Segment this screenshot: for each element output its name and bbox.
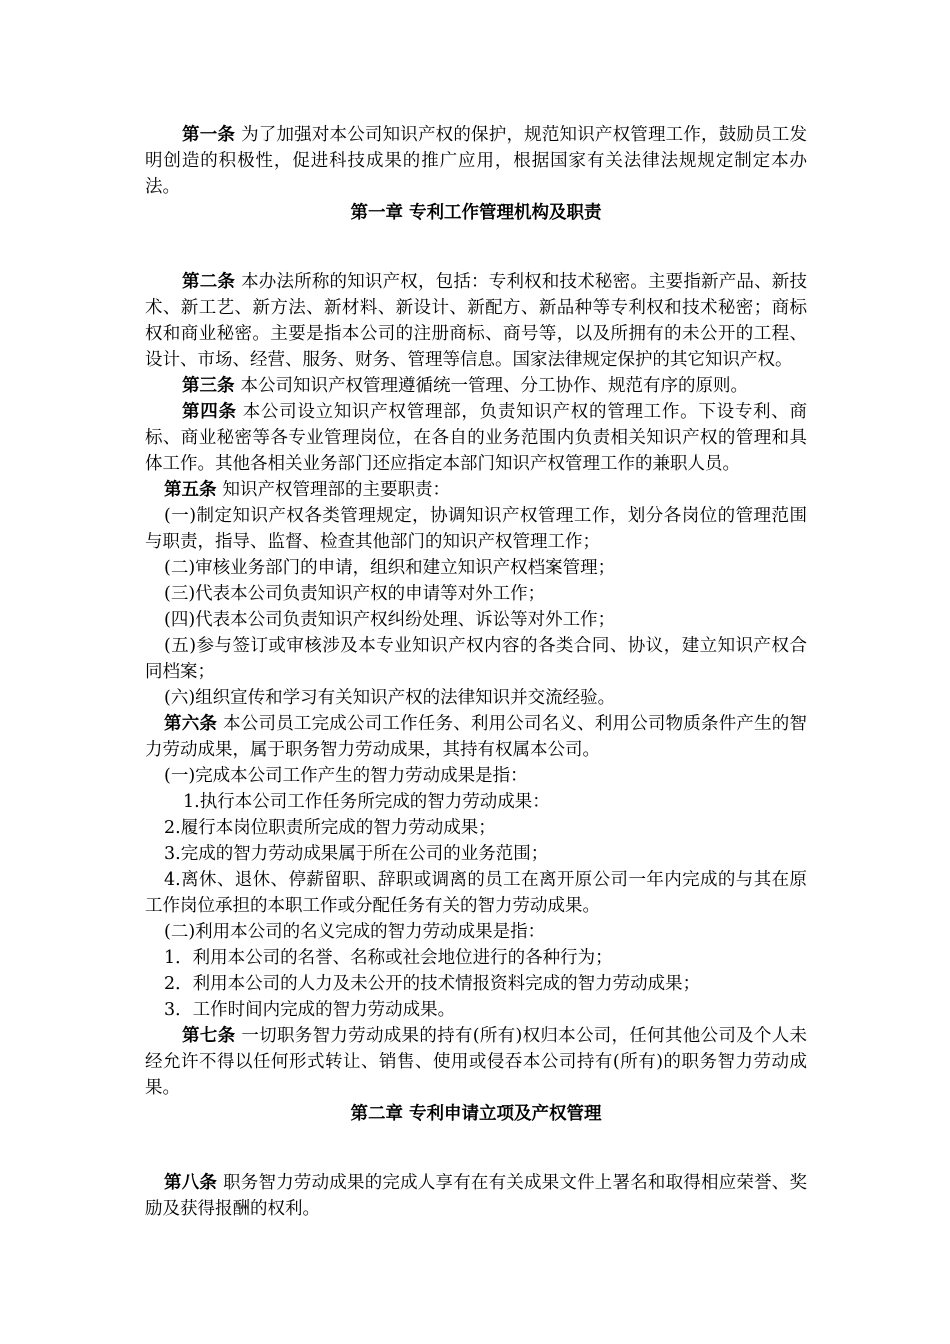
list-item: (五)参与签订或审核涉及本专业知识产权内容的各类合同、协议，建立知识产权合同档案； (145, 636, 807, 682)
article-label: 第七条 (182, 1026, 236, 1046)
article-text: 本公司知识产权管理遵循统一管理、分工协作、规范有序的原则。 (240, 376, 748, 396)
article-text: 本公司员工完成公司工作任务、利用公司名义、利用公司物质条件产生的智力劳动成果，属于职务智力劳动成果，其持有权属本公司。 (145, 714, 808, 760)
article-label: 第三条 (182, 376, 235, 396)
list-item: 3．工作时间内完成的智力劳动成果。 (164, 1000, 456, 1020)
document-page (145, 122, 807, 1222)
list-item: (六)组织宣传和学习有关知识产权的法律知识并交流经验。 (164, 688, 616, 708)
list-item: (二)审核业务部门的申请，组织和建立知识产权档案管理； (164, 558, 616, 578)
list-item: (一)制定知识产权各类管理规定，协调知识产权管理工作，划分各岗位的管理范围与职责，指导、监督、检查其他部门的知识产权管理工作； (145, 506, 807, 552)
chapter-heading-1: 第一章 专利工作管理机构及职责 (350, 203, 602, 223)
article-text: 一切职务智力劳动成果的持有(所有)权归本公司，任何其他公司及个人未经允许不得以任何形式转让、销售、使用或侵吞本公司持有(所有)的职务智力劳动成果。 (145, 1026, 808, 1098)
chapter-heading-2: 第二章 专利申请立项及产权管理 (350, 1104, 602, 1124)
article-text: 本公司设立知识产权管理部，负责知识产权的管理工作。下设专利、商标、商业秘密等各专业管理岗位，在各自的业务范围内负责相关知识产权的管理和具体工作。其他各相关业务部门还应指定本部门知识产权管理工作的兼职人员。 (145, 402, 808, 474)
article-label: 第四条 (182, 402, 237, 422)
article-1 (145, 122, 807, 200)
article-label: 第八条 (164, 1173, 218, 1193)
article-label: 第五条 (164, 480, 217, 500)
article-5 (145, 477, 807, 503)
article-8 (145, 1170, 807, 1222)
article-text: 为了加强对本公司知识产权的保护，规范知识产权管理工作，鼓励员工发明创造的积极性，促进科技成果的推广应用，根据国家有关法律法规规定制定本办法。 (145, 125, 808, 197)
list-item: (三)代表本公司负责知识产权的申请等对外工作； (164, 584, 546, 604)
list-item: 2.履行本岗位职责所完成的智力劳动成果； (164, 818, 496, 838)
list-item: 1．利用本公司的名誉、名称或社会地位进行的各种行为； (164, 948, 613, 968)
list-item: 1.执行本公司工作任务所完成的智力劳动成果： (183, 792, 550, 812)
sub-heading: (二)利用本公司的名义完成的智力劳动成果是指： (164, 922, 546, 942)
list-item: (四)代表本公司负责知识产权纠纷处理、诉讼等对外工作； (164, 610, 616, 630)
article-4 (145, 399, 807, 477)
article-3 (145, 373, 807, 399)
article-label: 第二条 (182, 272, 236, 292)
article-label: 第一条 (182, 125, 236, 145)
article-6 (145, 711, 807, 763)
article-text: 职务智力劳动成果的完成人享有在有关成果文件上署名和取得相应荣誉、奖励及获得报酬的权利。 (145, 1173, 808, 1219)
article-7 (145, 1023, 807, 1101)
sub-heading: (一)完成本公司工作产生的智力劳动成果是指： (164, 766, 528, 786)
list-item: 4.离休、退休、停薪留职、辞职或调离的员工在离开原公司一年内完成的与其在原工作岗位承担的本职工作或分配任务有关的智力劳动成果。 (145, 870, 807, 916)
list-item: 2．利用本公司的人力及未公开的技术情报资料完成的智力劳动成果； (164, 974, 701, 994)
article-label: 第六条 (164, 714, 218, 734)
article-text: 本办法所称的知识产权，包括：专利权和技术秘密。主要指新产品、新技术、新工艺、新方法、新材料、新设计、新配方、新品种等专利权和技术秘密；商标权和商业秘密。主要是指本公司的注册商标、商号等，以及所拥有的未公开的工程、设计、市场、经营、服务、财务、管理等信息。国家法律规定保护的其它知识产权。 (145, 272, 808, 370)
article-2 (145, 269, 807, 373)
list-item: 3.完成的智力劳动成果属于所在公司的业务范围； (164, 844, 549, 864)
article-text: 知识产权管理部的主要职责： (222, 480, 450, 500)
